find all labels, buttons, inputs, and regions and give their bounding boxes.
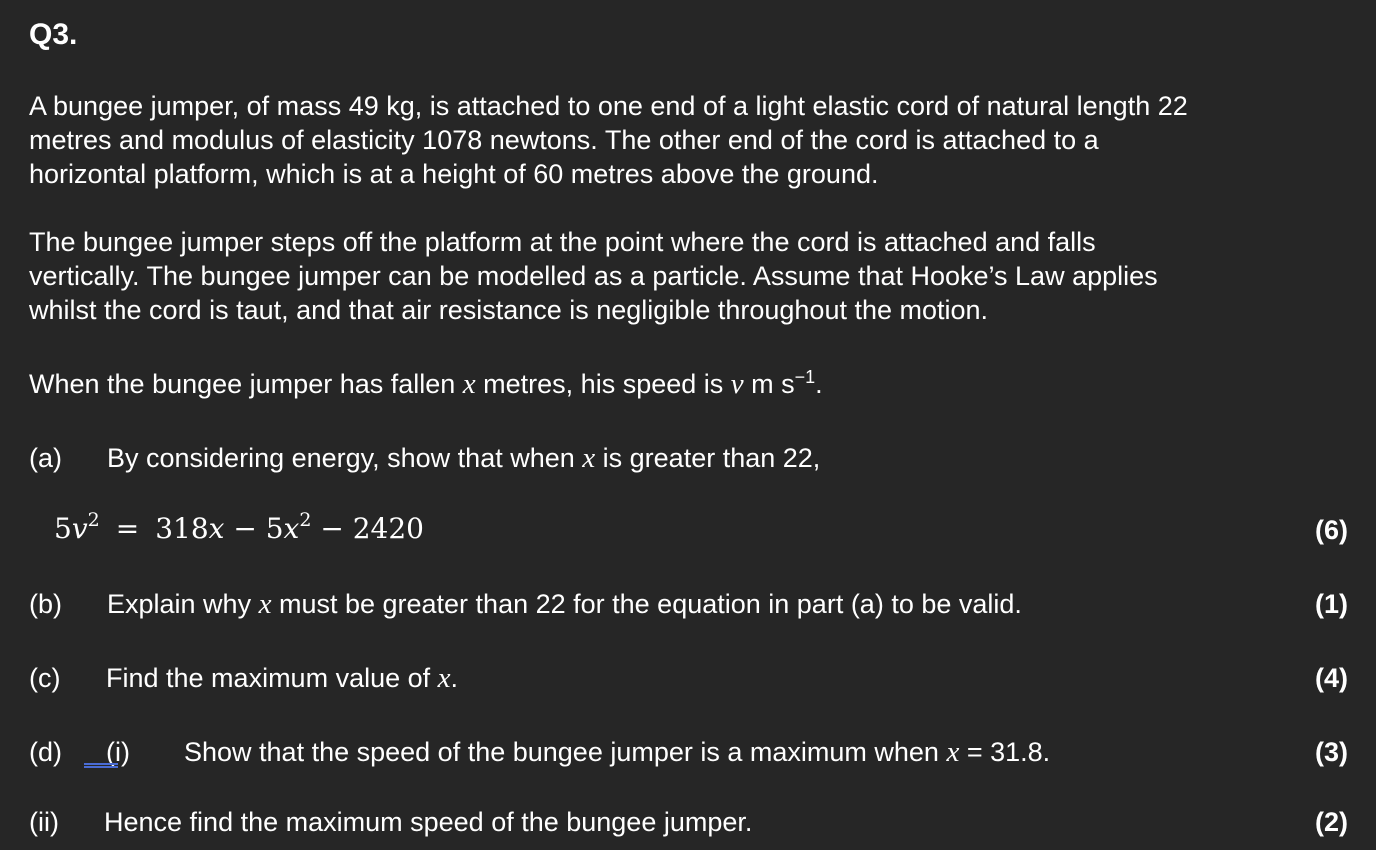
eq-rhs-exp: 2	[299, 509, 312, 531]
part-a-post: is greater than 22,	[595, 443, 821, 473]
part-d-i-label: (i)	[106, 737, 130, 767]
energy-equation	[54, 511, 424, 547]
part-d-i-marks: (3)	[1315, 737, 1348, 767]
part-b-post: must be greater than 22 for the equation in part (a) to be valid.	[271, 589, 1022, 619]
eq-rhs-x2: x	[283, 512, 300, 545]
eq-equals: =	[115, 512, 140, 545]
part-a-marks: (6)	[1315, 515, 1348, 545]
part-d-ii-label: (ii)	[29, 807, 59, 837]
variable-v: v	[730, 368, 744, 400]
variable-x: x	[582, 442, 596, 474]
variable-x: x	[946, 736, 960, 768]
part-a-pre: By considering energy, show that when	[107, 443, 583, 473]
part-d-i-pre: Show that the speed of the bungee jumper is a maximum when	[184, 737, 947, 767]
part-b-text	[107, 587, 1022, 621]
part-a-label: (a)	[29, 443, 62, 473]
double-underline-mark	[84, 763, 118, 768]
intro-paragraph-1	[29, 89, 1349, 191]
intro-p3-pre: When the bungee jumper has fallen	[29, 369, 463, 399]
variable-x: x	[258, 588, 272, 620]
unit-exponent: −1	[794, 367, 816, 387]
part-b-marks: (1)	[1315, 589, 1348, 619]
eq-lhs-exp: 2	[87, 509, 100, 531]
eq-rhs-3: − 2420	[311, 512, 424, 545]
intro-paragraph-1-line-1: A bungee jumper, of mass 49 kg, is attached to one end of a light elastic cord of natural length 22	[29, 91, 1188, 121]
part-c-post: .	[450, 663, 459, 693]
intro-p3-end: .	[815, 369, 823, 399]
part-c-pre: Find the maximum value of	[106, 663, 438, 693]
part-c-text	[106, 661, 458, 695]
intro-p3-mid: metres, his speed is	[475, 369, 731, 399]
intro-paragraph-1-line-3: horizontal platform, which is at a height of 60 metres above the ground.	[29, 159, 879, 189]
part-d-i-text	[184, 735, 1050, 769]
eq-rhs-x1: x	[208, 512, 225, 545]
question-number: Q3.	[29, 18, 78, 51]
intro-paragraph-2-line-3: whilst the cord is taut, and that air resistance is negligible throughout the motion.	[29, 295, 989, 325]
part-b-label: (b)	[29, 589, 62, 619]
eq-rhs-2: − 5	[224, 512, 284, 545]
eq-lhs-coef: 5	[54, 512, 72, 545]
part-d-ii-marks: (2)	[1315, 807, 1348, 837]
part-d-ii-text: Hence find the maximum speed of the bungee jumper.	[104, 807, 753, 837]
intro-paragraph-2	[29, 225, 1349, 327]
part-d-i-post: = 31.8.	[959, 737, 1051, 767]
intro-paragraph-1-line-2: metres and modulus of elasticity 1078 newtons. The other end of the cord is attached to a	[29, 125, 1099, 155]
part-b-pre: Explain why	[107, 589, 259, 619]
variable-x: x	[437, 662, 451, 694]
intro-paragraph-3	[29, 367, 1349, 401]
intro-paragraph-2-line-1: The bungee jumper steps off the platform at the point where the cord is attached and falls	[29, 227, 1096, 257]
eq-rhs-1: 318	[155, 512, 209, 545]
part-c-marks: (4)	[1315, 663, 1348, 693]
eq-lhs-var: v	[71, 512, 88, 545]
part-d-label: (d)	[29, 737, 62, 767]
variable-x: x	[462, 368, 476, 400]
speed-unit: m s	[743, 369, 795, 399]
part-a-text	[107, 441, 820, 475]
part-c-label: (c)	[29, 663, 61, 693]
intro-paragraph-2-line-2: vertically. The bungee jumper can be modelled as a particle. Assume that Hooke’s Law applies	[29, 261, 1158, 291]
